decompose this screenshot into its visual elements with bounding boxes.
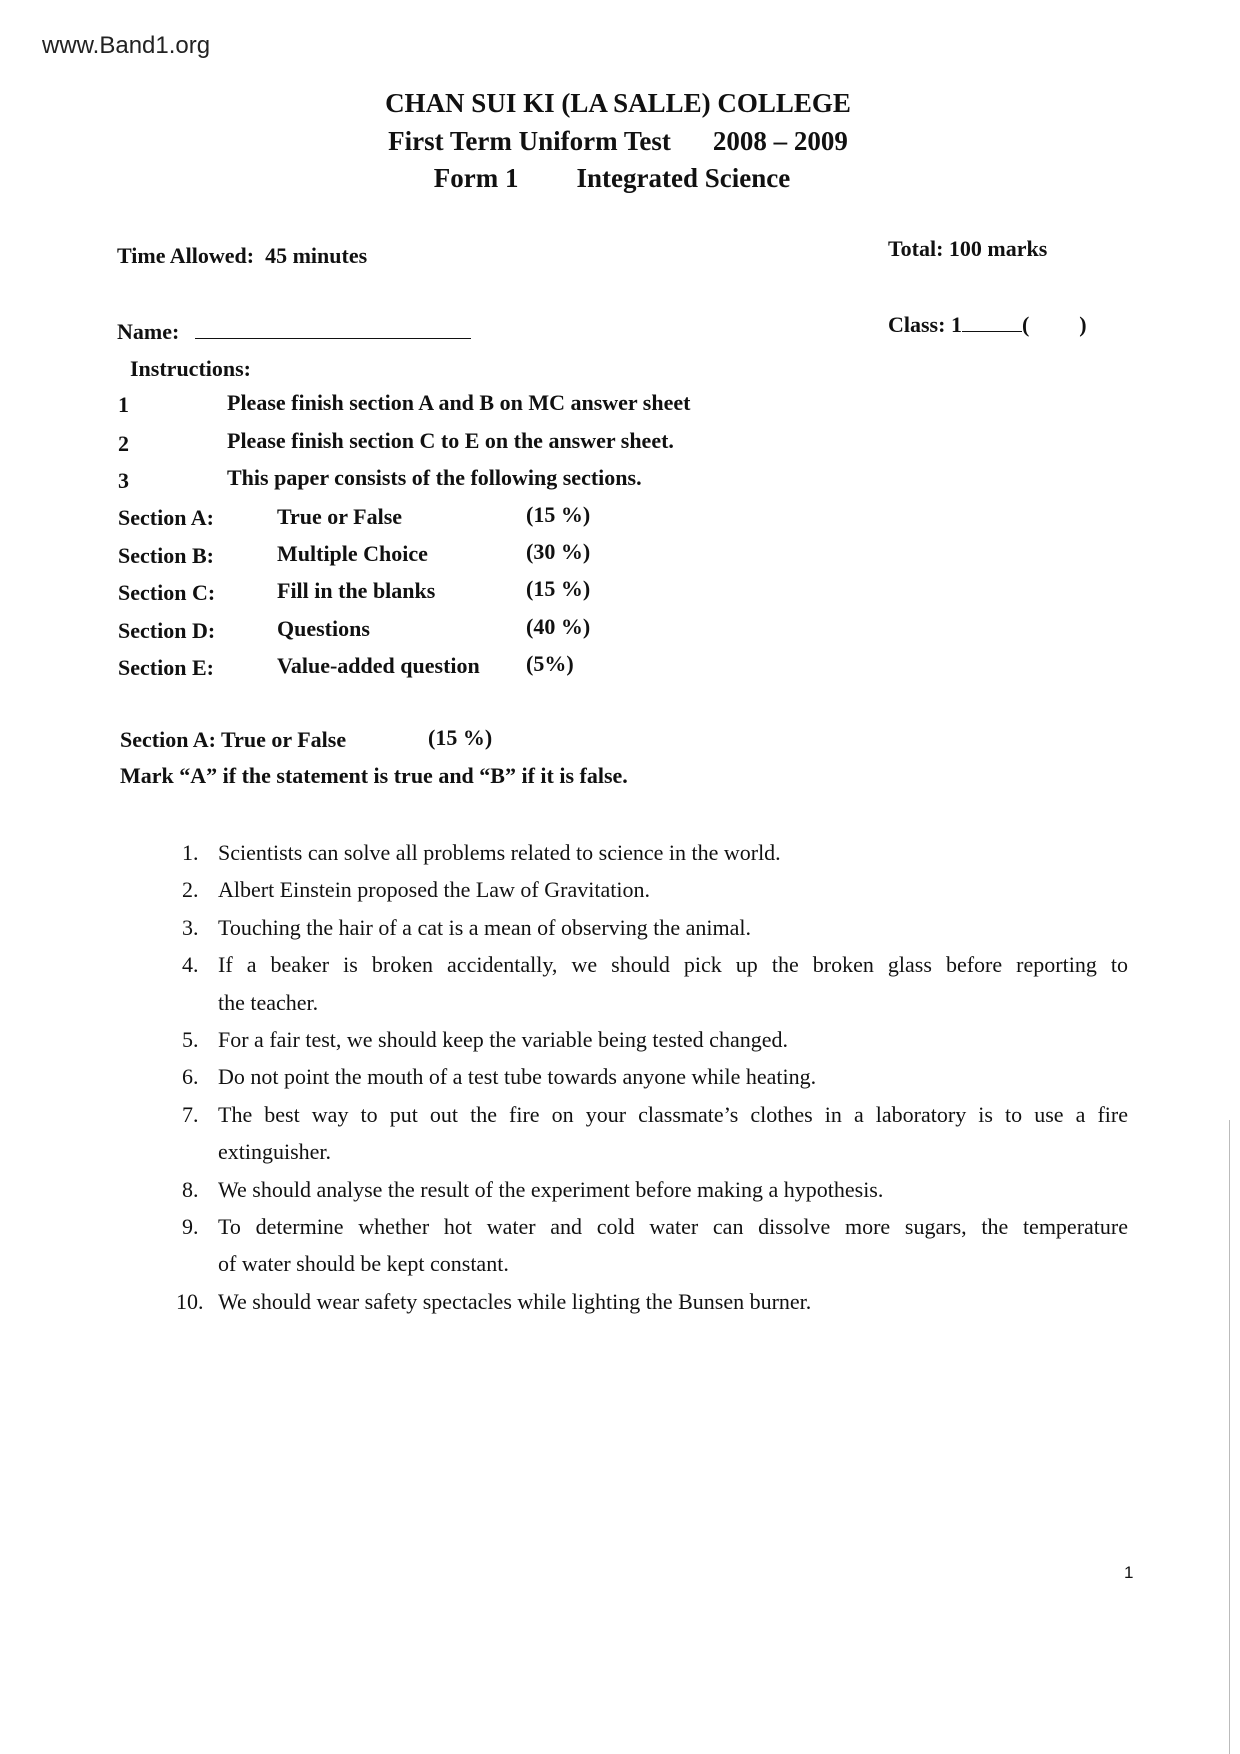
instructions-heading: Instructions: (130, 356, 252, 381)
section-name: True or False (277, 504, 403, 529)
section-name: Fill in the blanks (277, 578, 436, 603)
time-allowed (117, 243, 367, 269)
section-a-heading: Section A: True or False (120, 727, 347, 752)
test-title (0, 126, 1236, 157)
paren-close: ) (1079, 312, 1087, 337)
class-label: Class: 1 (888, 312, 962, 337)
school-name: CHAN SUI KI (LA SALLE) COLLEGE (385, 88, 851, 118)
question-text: Albert Einstein proposed the Law of Gravitation. (218, 877, 650, 903)
question-text: Scientists can solve all problems related to science in the world. (218, 840, 781, 865)
instruction-text: Please finish section C to E on the answer sheet. (227, 428, 674, 453)
question-number: 7. (182, 1101, 199, 1127)
class-blank[interactable] (962, 331, 1022, 332)
form: Form 1 (433, 163, 519, 193)
instruction-text: This paper consists of the following sections. (227, 465, 642, 490)
question-text: The best way to put out the fire on your classmate’s clothes in a laboratory is to use a fire (218, 1101, 1128, 1127)
name-blank[interactable] (195, 338, 471, 339)
section-label: Section D: (118, 618, 216, 643)
section-a-instruction: Mark “A” if the statement is true and “B” if it is false. (120, 763, 628, 788)
section-weight: (15 %) (526, 576, 591, 601)
scan-edge-line (1229, 1120, 1230, 1754)
section-name: Multiple Choice (277, 541, 428, 566)
question-number: 9. (182, 1214, 199, 1239)
section-name: Questions (277, 616, 370, 641)
instruction-num: 1 (118, 392, 129, 417)
question-text: We should analyse the result of the experiment before making a hypothesis. (218, 1176, 884, 1202)
question-number: 2. (182, 877, 199, 903)
form-subject (0, 163, 1230, 194)
section-weight: (15 %) (526, 502, 591, 527)
question-text: To determine whether hot water and cold water can dissolve more sugars, the temperature (218, 1214, 1128, 1239)
section-label: Section C: (118, 580, 216, 605)
instruction-text: Please finish section A and B on MC answer sheet (227, 390, 691, 415)
section-name: Value-added question (277, 653, 480, 678)
page-number: 1 (1124, 1563, 1134, 1582)
time-value: 45 minutes (265, 243, 368, 268)
section-a-weight: (15 %) (428, 725, 493, 750)
instruction-num: 2 (118, 431, 129, 456)
section-label: Section E: (118, 655, 214, 680)
question-text: For a fair test, we should keep the variable being tested changed. (218, 1027, 788, 1052)
test-year: 2008 – 2009 (712, 126, 848, 156)
question-number: 10. (176, 1288, 204, 1314)
total-marks: Total: 100 marks (888, 236, 1048, 261)
question-number: 5. (182, 1027, 199, 1052)
paren-open: ( (1021, 312, 1030, 337)
class-field[interactable] (888, 312, 1087, 338)
name-label: Name: (117, 319, 180, 344)
question-text: of water should be kept constant. (218, 1251, 509, 1277)
question-text: We should wear safety spectacles while lighting the Bunsen burner. (218, 1288, 812, 1314)
subject: Integrated Science (576, 163, 791, 193)
watermark: www.Band1.org (42, 32, 211, 59)
section-label: Section B: (118, 543, 214, 568)
question-number: 4. (182, 952, 199, 978)
name-field[interactable] (117, 319, 471, 345)
question-text: Touching the hair of a cat is a mean of observing the animal. (218, 914, 752, 940)
question-number: 1. (182, 840, 199, 865)
question-number: 8. (182, 1176, 199, 1202)
section-weight: (40 %) (526, 614, 591, 639)
question-text: Do not point the mouth of a test tube towards anyone while heating. (218, 1064, 817, 1090)
question-text: the teacher. (218, 989, 319, 1015)
section-weight: (30 %) (526, 539, 591, 564)
question-number: 3. (182, 914, 199, 940)
question-text: If a beaker is broken accidentally, we should pick up the broken glass before reporting to (218, 952, 1128, 978)
question-text: extinguisher. (218, 1139, 332, 1165)
section-label: Section A: (118, 505, 214, 530)
test-name: First Term Uniform Test (388, 126, 671, 156)
question-number: 6. (182, 1064, 199, 1090)
instruction-num: 3 (118, 468, 129, 493)
section-weight: (5%) (526, 651, 574, 676)
time-label: Time Allowed: (117, 243, 255, 268)
